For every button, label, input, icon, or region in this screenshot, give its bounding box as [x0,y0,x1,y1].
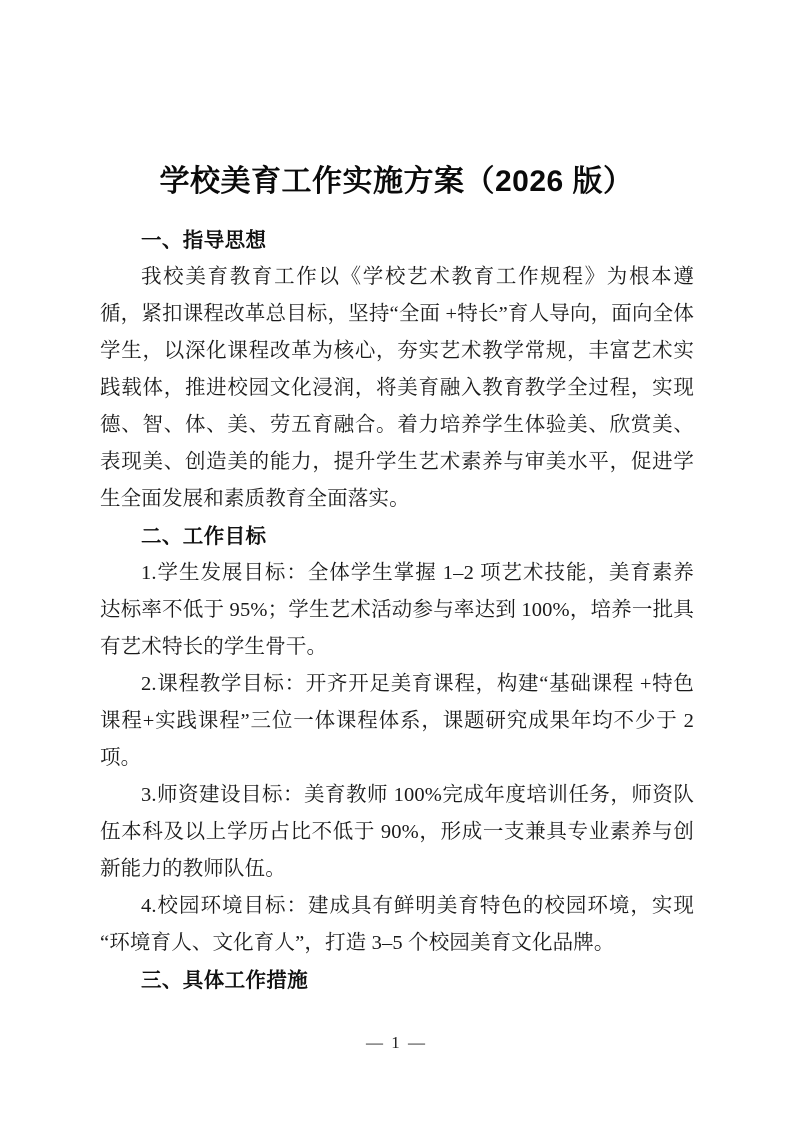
section-heading-3: 三、具体工作措施 [141,969,309,992]
document-body [100,222,694,999]
section-1-paragraph-1: 我校美育教育工作以《学校艺术教育工作规程》为根本遵循，紧扣课程改革总目标，坚持“全面 +特长”育人导向，面向全体学生，以深化课程改革为核心，夯实艺术教学常规，丰富艺术实践载体，推进校园文化浸润，将美育融入教育教学全过程，实现德、智、体、美、劳五育融合。着力培养学生体验美、欣赏美、表现美、创造美的能力，提升学生艺术素养与审美水平，促进学生全面发展和素质教育全面落实。 [100,266,694,510]
section-2-paragraph-3: 3.师资建设目标：美育教师 100%完成年度培训任务，师资队伍本科及以上学历占比不低于 90%，形成一支兼具专业素养与创新能力的教师队伍。 [100,784,694,880]
section-heading-1: 一、指导思想 [141,229,267,252]
section-2-paragraph-2: 2.课程教学目标：开齐开足美育课程，构建“基础课程 +特色课程+实践课程”三位一体课程体系，课题研究成果年均不少于 2 项。 [100,673,694,769]
page-title: 学校美育工作实施方案（2026 版） [159,165,634,199]
section-2-paragraph-4: 4.校园环境目标：建成具有鲜明美育特色的校园环境，实现“环境育人、文化育人”，打造 3–5 个校园美育文化品牌。 [100,895,694,954]
section-heading-2: 二、工作目标 [141,525,267,548]
page-number-footer: — 1 — [366,1033,427,1052]
section-2-paragraph-1: 1.学生发展目标：全体学生掌握 1–2 项艺术技能，美育素养达标率不低于 95%；学生艺术活动参与率达到 100%，培养一批具有艺术特长的学生骨干。 [100,562,694,658]
